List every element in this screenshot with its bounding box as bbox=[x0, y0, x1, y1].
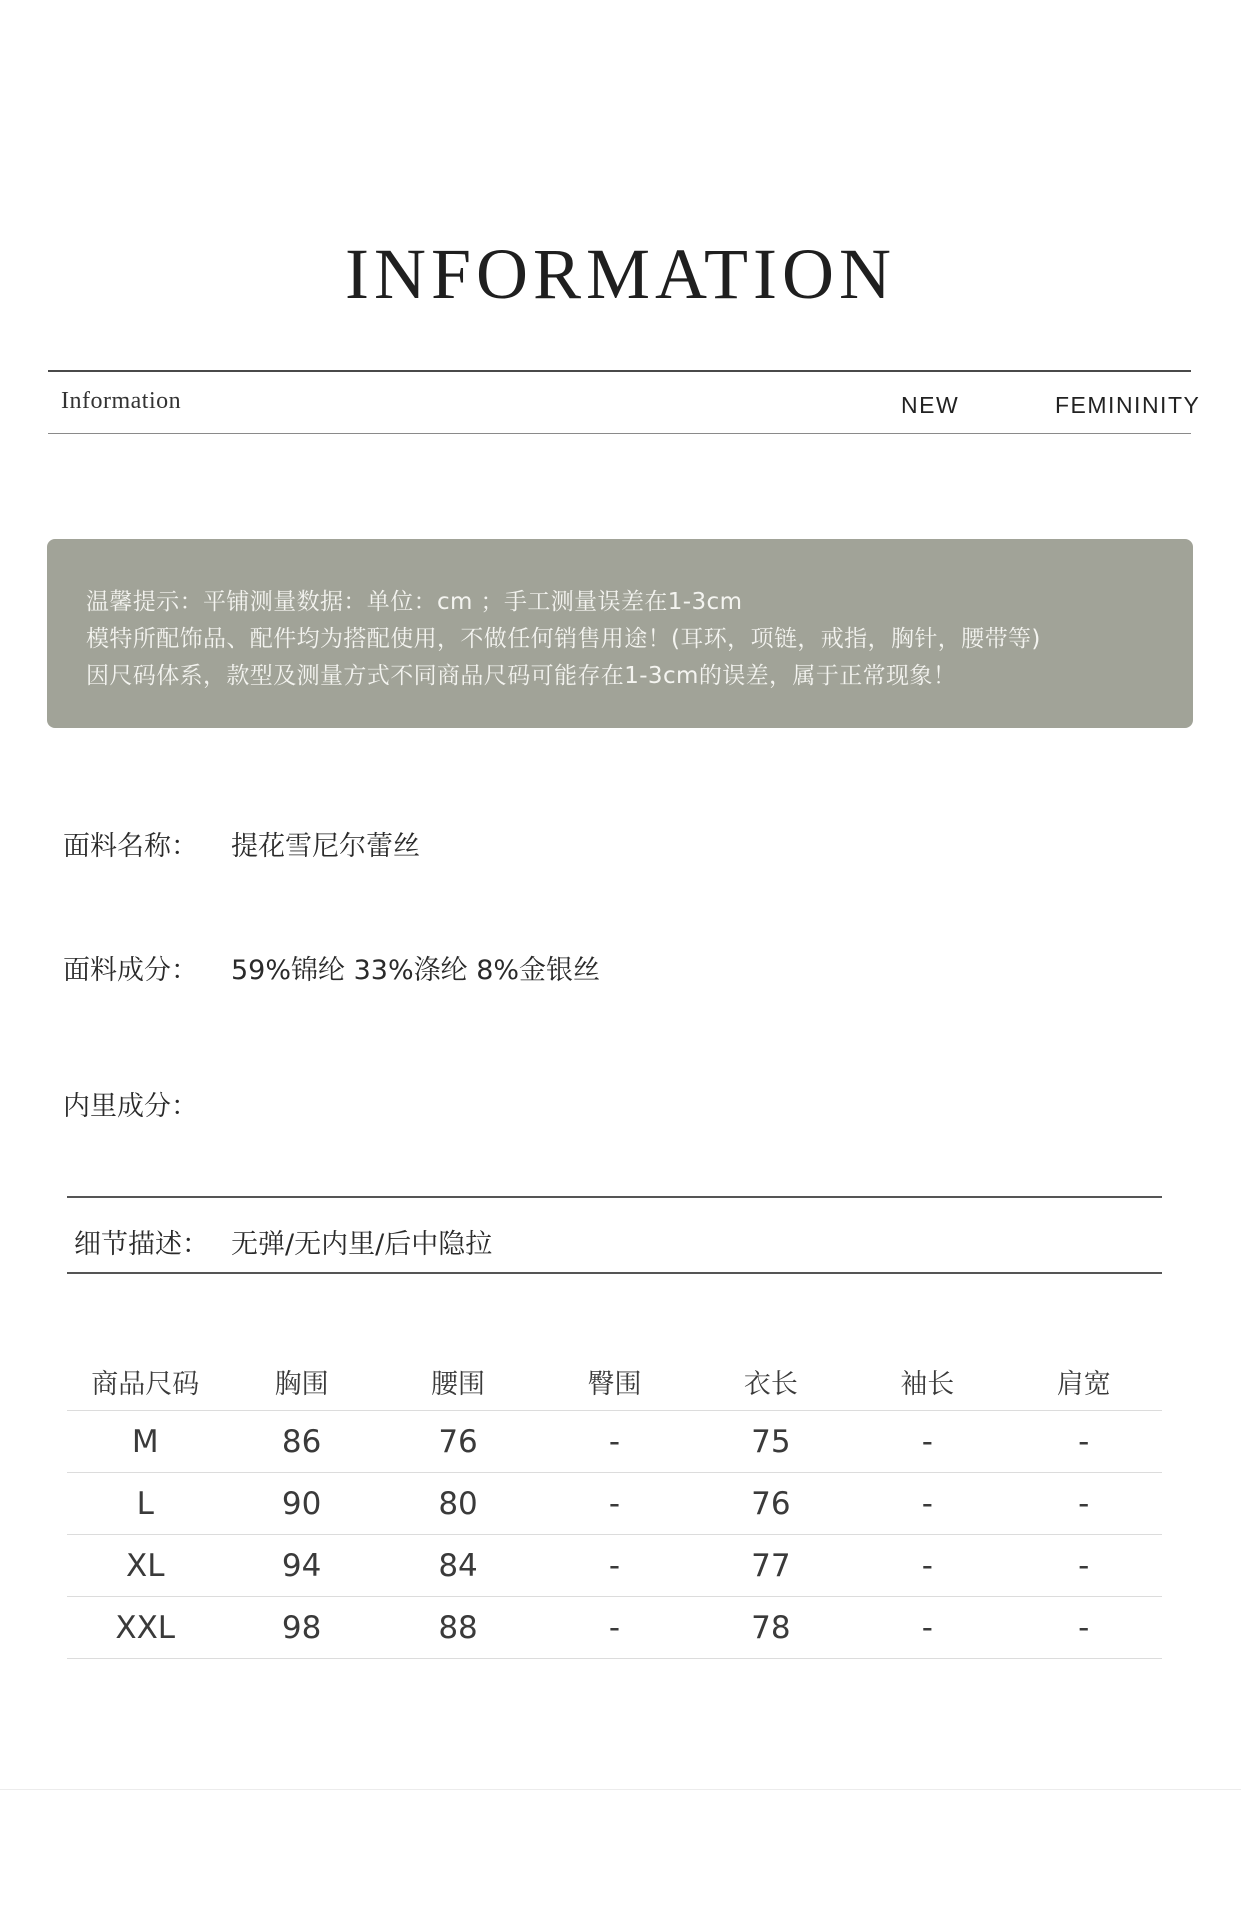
header-waist: 腰围 bbox=[380, 1352, 536, 1411]
cell-chest: 94 bbox=[223, 1535, 379, 1597]
cell-sleeve: - bbox=[849, 1473, 1005, 1535]
header-rule-bottom bbox=[48, 433, 1191, 434]
cell-hip: - bbox=[536, 1411, 692, 1473]
cell-sleeve: - bbox=[849, 1597, 1005, 1659]
cell-length: 75 bbox=[693, 1411, 849, 1473]
cell-shoulder: - bbox=[1006, 1473, 1162, 1535]
cell-size: XL bbox=[67, 1535, 223, 1597]
size-table bbox=[67, 1352, 1162, 1659]
cell-shoulder: - bbox=[1006, 1411, 1162, 1473]
lining-label: 内里成分： bbox=[63, 1091, 198, 1122]
header-shoulder: 肩宽 bbox=[1006, 1352, 1162, 1411]
details-value: 无弹/无内里/后中隐拉 bbox=[231, 1229, 493, 1260]
fabric-name-label: 面料名称： bbox=[63, 831, 198, 862]
table-row bbox=[67, 1535, 1162, 1597]
table-row bbox=[67, 1411, 1162, 1473]
cell-sleeve: - bbox=[849, 1535, 1005, 1597]
table-row bbox=[67, 1473, 1162, 1535]
cell-chest: 86 bbox=[223, 1411, 379, 1473]
header-hip: 臀围 bbox=[536, 1352, 692, 1411]
header-length: 衣长 bbox=[693, 1352, 849, 1411]
details-rule-top bbox=[67, 1196, 1162, 1198]
cell-length: 77 bbox=[693, 1535, 849, 1597]
cell-shoulder: - bbox=[1006, 1597, 1162, 1659]
cell-chest: 90 bbox=[223, 1473, 379, 1535]
cell-sleeve: - bbox=[849, 1411, 1005, 1473]
notice-line-1: 温馨提示：平铺测量数据：单位：cm ；手工测量误差在1-3cm bbox=[86, 589, 743, 615]
cell-hip: - bbox=[536, 1473, 692, 1535]
subtitle-femininity: FEMININITY bbox=[1055, 392, 1201, 418]
fabric-composition-label: 面料成分： bbox=[63, 955, 198, 986]
cell-size: L bbox=[67, 1473, 223, 1535]
header-rule-top bbox=[48, 370, 1191, 372]
cell-waist: 88 bbox=[380, 1597, 536, 1659]
subtitle-new: NEW bbox=[901, 392, 960, 418]
cell-size: XXL bbox=[67, 1597, 223, 1659]
details-rule-bottom bbox=[67, 1272, 1162, 1274]
cell-waist: 76 bbox=[380, 1411, 536, 1473]
cell-hip: - bbox=[536, 1535, 692, 1597]
cell-waist: 84 bbox=[380, 1535, 536, 1597]
fabric-name-value: 提花雪尼尔蕾丝 bbox=[231, 831, 420, 862]
details-label: 细节描述： bbox=[74, 1229, 209, 1260]
cell-chest: 98 bbox=[223, 1597, 379, 1659]
cell-length: 76 bbox=[693, 1473, 849, 1535]
size-table-header-row bbox=[67, 1352, 1162, 1411]
cell-hip: - bbox=[536, 1597, 692, 1659]
header-sleeve: 袖长 bbox=[849, 1352, 1005, 1411]
page-title: INFORMATION bbox=[344, 234, 897, 314]
cell-length: 78 bbox=[693, 1597, 849, 1659]
table-row bbox=[67, 1597, 1162, 1659]
header-chest: 胸围 bbox=[223, 1352, 379, 1411]
header-size: 商品尺码 bbox=[67, 1352, 223, 1411]
footer-divider bbox=[0, 1789, 1241, 1790]
subtitle-information: Information bbox=[61, 388, 182, 414]
cell-waist: 80 bbox=[380, 1473, 536, 1535]
notice-line-3: 因尺码体系，款型及测量方式不同商品尺码可能存在1-3cm的误差，属于正常现象！ bbox=[86, 663, 957, 689]
cell-size: M bbox=[67, 1411, 223, 1473]
cell-shoulder: - bbox=[1006, 1535, 1162, 1597]
fabric-composition-value: 59%锦纶 33%涤纶 8%金银丝 bbox=[231, 955, 601, 986]
notice-line-2: 模特所配饰品、配件均为搭配使用，不做任何销售用途！(耳环，项链，戒指，胸针，腰带等) bbox=[86, 626, 1041, 652]
